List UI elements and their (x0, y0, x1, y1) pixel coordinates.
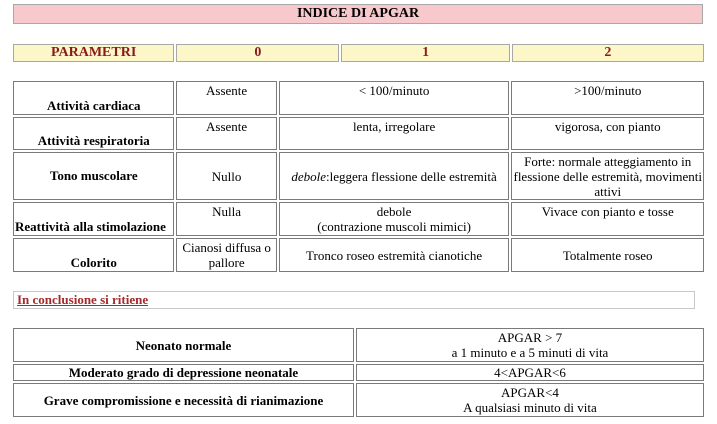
score-1-cell: Tronco roseo estremità cianotiche (279, 238, 510, 272)
italic-text: debole (291, 168, 327, 184)
score-0-cell: Nullo (176, 152, 276, 200)
score-0-cell: Cianosi diffusa o pallore (176, 238, 276, 272)
score-0-cell: Assente (176, 117, 276, 150)
table-row (13, 364, 704, 381)
param-cell: Reattività alla stimolazione (13, 202, 174, 236)
table-row (13, 202, 704, 236)
param-cell: Attività cardiaca (13, 81, 174, 115)
conclusion-value (356, 364, 704, 381)
conclusion-heading-bar (13, 291, 695, 309)
conclusion-label: Moderato grado di depressione neonatale (13, 364, 354, 381)
header-score-0: 0 (176, 44, 339, 62)
param-cell: Colorito (13, 238, 174, 272)
table-row (13, 117, 704, 150)
param-cell: Tono muscolare (13, 152, 174, 200)
cell-line: debole (376, 204, 412, 219)
score-2-cell: Forte: normale atteggiamento in flessione delle estremità, movimenti attivi (511, 152, 704, 200)
score-2-cell: Totalmente roseo (511, 238, 704, 272)
cell-line: A qualsiasi minuto di vita (463, 400, 597, 415)
score-0-cell: Assente (176, 81, 276, 115)
cell-line: (contrazione muscoli mimici) (317, 219, 471, 234)
conclusion-heading: In conclusione si ritiene (17, 292, 149, 307)
header-score-2: 2 (512, 44, 704, 62)
score-1-cell (279, 152, 510, 200)
cell-line: 4<APGAR<6 (494, 365, 566, 380)
score-2-cell: >100/minuto (511, 81, 704, 115)
conclusion-value (356, 383, 704, 417)
page-title: INDICE DI APGAR (13, 4, 703, 24)
table-row (13, 81, 704, 115)
cell-line: a 1 minuto e a 5 minuti di vita (451, 345, 609, 360)
apgar-table (11, 79, 706, 274)
table-row (13, 328, 704, 362)
apgar-header-row (11, 42, 706, 64)
score-1-cell: < 100/minuto (279, 81, 510, 115)
score-0-cell: Nulla (176, 202, 276, 236)
score-2-cell: vigorosa, con pianto (511, 117, 704, 150)
score-2-cell: Vivace con pianto e tosse (511, 202, 704, 236)
table-row (13, 238, 704, 272)
score-1-cell (279, 202, 510, 236)
conclusion-label: Neonato normale (13, 328, 354, 362)
table-row (13, 383, 704, 417)
table-row (13, 152, 704, 200)
param-cell: Attività respiratoria (13, 117, 174, 150)
header-parametri: PARAMETRI (13, 44, 174, 62)
cell-text: :leggera flessione delle estremità (326, 168, 497, 184)
conclusion-table (11, 326, 706, 419)
cell-line: APGAR > 7 (497, 330, 563, 345)
header-score-1: 1 (341, 44, 509, 62)
cell-line: APGAR<4 (501, 385, 559, 400)
score-1-cell: lenta, irregolare (279, 117, 510, 150)
conclusion-value (356, 328, 704, 362)
conclusion-label: Grave compromissione e necessità di rianimazione (13, 383, 354, 417)
